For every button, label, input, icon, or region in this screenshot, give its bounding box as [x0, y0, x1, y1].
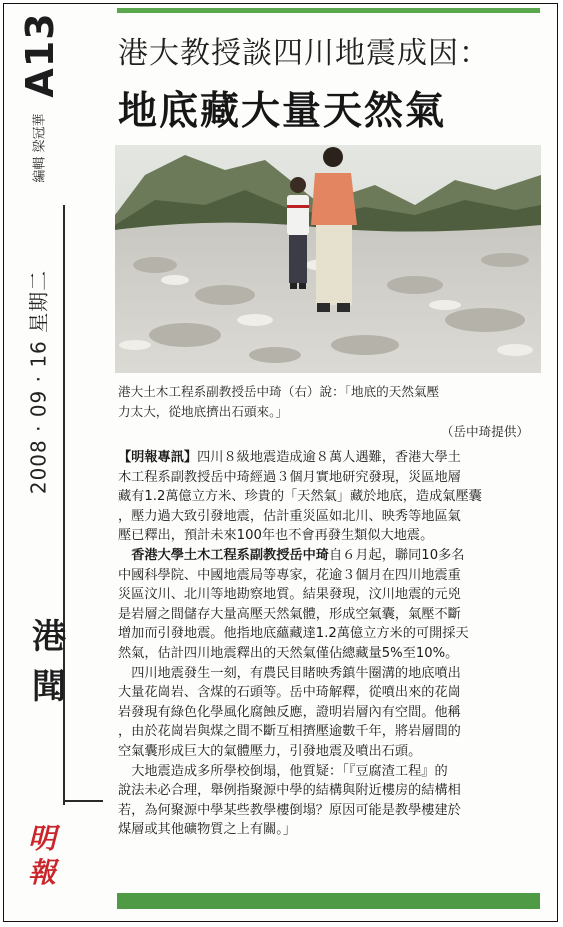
section-char-1: 港: [32, 617, 66, 657]
lead-name: 香港大學土木工程系副教授岳中琦: [131, 547, 329, 563]
photo-two-people-on-rubble-icon: [115, 145, 541, 373]
article-body: [118, 448, 544, 840]
page-number: [13, 12, 67, 98]
issue-weekday: 星期二: [26, 269, 51, 333]
headline-main: 地底藏大量天然氣: [118, 89, 447, 134]
editor-credit: [18, 112, 58, 184]
section-char-2: 聞: [32, 667, 66, 707]
article-line: [118, 546, 544, 566]
article-line: 中國科學院、中國地震局等專家，花逾３個月在四川地震重: [118, 567, 461, 583]
article-line: ，壓力過大致引發地震，估計重災區如北川、映秀等地區氣: [118, 508, 461, 524]
section-name: [34, 612, 64, 712]
newspaper-logo: [18, 822, 66, 890]
logo-char-2: 報: [27, 856, 56, 889]
dateline-tag: 【明報專訊】: [118, 450, 198, 465]
article-line: ，由於花崗岩與煤之間不斷互相擠壓逾數千年，將岩層間的: [118, 724, 461, 740]
article-line: 煤層或其他礦物質之上有關。」: [118, 822, 297, 838]
photo-credit: （岳中琦提供）: [440, 424, 529, 439]
article-line: 木工程系副教授岳中琦經過３個月實地研究發現，災區地層: [118, 469, 461, 485]
article-line: [118, 448, 544, 468]
article-line: 說法未必合理，舉例指聚源中學的結構與附近樓房的結構相: [118, 783, 461, 799]
article-line: 是岩層之間儲存大量高壓天然氣體，形成空氣囊，氣壓不斷: [118, 606, 461, 622]
issue-date: [14, 222, 60, 542]
news-photo: [115, 145, 541, 373]
article-line: [118, 664, 544, 684]
article-line: 大量花崗岩、含煤的石頭等。岳中琦解釋，從噴出來的花崗: [118, 685, 461, 701]
article-line: 增加而引發地震。他指地底蘊藏達1.2萬億立方米的可開採天: [118, 626, 469, 642]
page-number-text: A13: [18, 12, 62, 98]
article-text: 大地震造成多所學校倒塌，他質疑：「『豆腐渣工程』的: [131, 763, 448, 779]
side-divider-hook: [63, 800, 103, 802]
article-line: 岩發現有綠色化學風化腐蝕反應，證明岩層內有空間。他稱: [118, 704, 461, 720]
article-text: 四川８級地震造成逾８萬人遇難，香港大學土: [197, 450, 461, 465]
headline-kicker: 港大教授談四川地震成因：: [118, 36, 490, 71]
side-divider: [63, 205, 65, 805]
article-line: 壓已釋出，預計未來100年也不會再發生類似大地震。: [118, 528, 434, 544]
article-text: 四川地震發生一刻，有農民目睹映秀鎮牛圈溝的地底噴出: [131, 665, 461, 681]
article-text: 自６月起，聯同10多名: [329, 547, 465, 563]
logo-char-1: 明: [27, 822, 56, 855]
issue-date-text: [23, 270, 52, 494]
top-green-rule: [117, 8, 540, 13]
editor-credit-text: 編輯 梁冠華: [32, 113, 48, 183]
article-line: 災區汶川、北川等地勘察地質。結果發現，汶川地震的元兇: [118, 587, 461, 603]
article-line: [118, 762, 544, 782]
article-line: 若，為何聚源中學某些教學樓倒塌？原因可能是教學樓建於: [118, 802, 461, 818]
article-line: 藏有1.2萬億立方米、珍貴的「天然氣」藏於地底，造成氣壓囊: [118, 489, 482, 505]
caption-line-2: 力太大，從地底擠出石頭來。」: [118, 404, 289, 419]
article-line: 空氣囊形成巨大的氣體壓力，引發地震及噴出石頭。: [118, 743, 422, 759]
bottom-green-rule: [117, 893, 540, 909]
caption-line-1: 港大土木工程系副教授岳中琦（右）說：「地底的天然氣壓: [118, 384, 440, 399]
article-line: 然氣，估計四川地震釋出的天然氣僅佔總藏量5%至10%。: [118, 645, 459, 661]
photo-caption: [118, 382, 543, 442]
issue-date-value: 2008 · 09 · 16: [26, 340, 51, 495]
